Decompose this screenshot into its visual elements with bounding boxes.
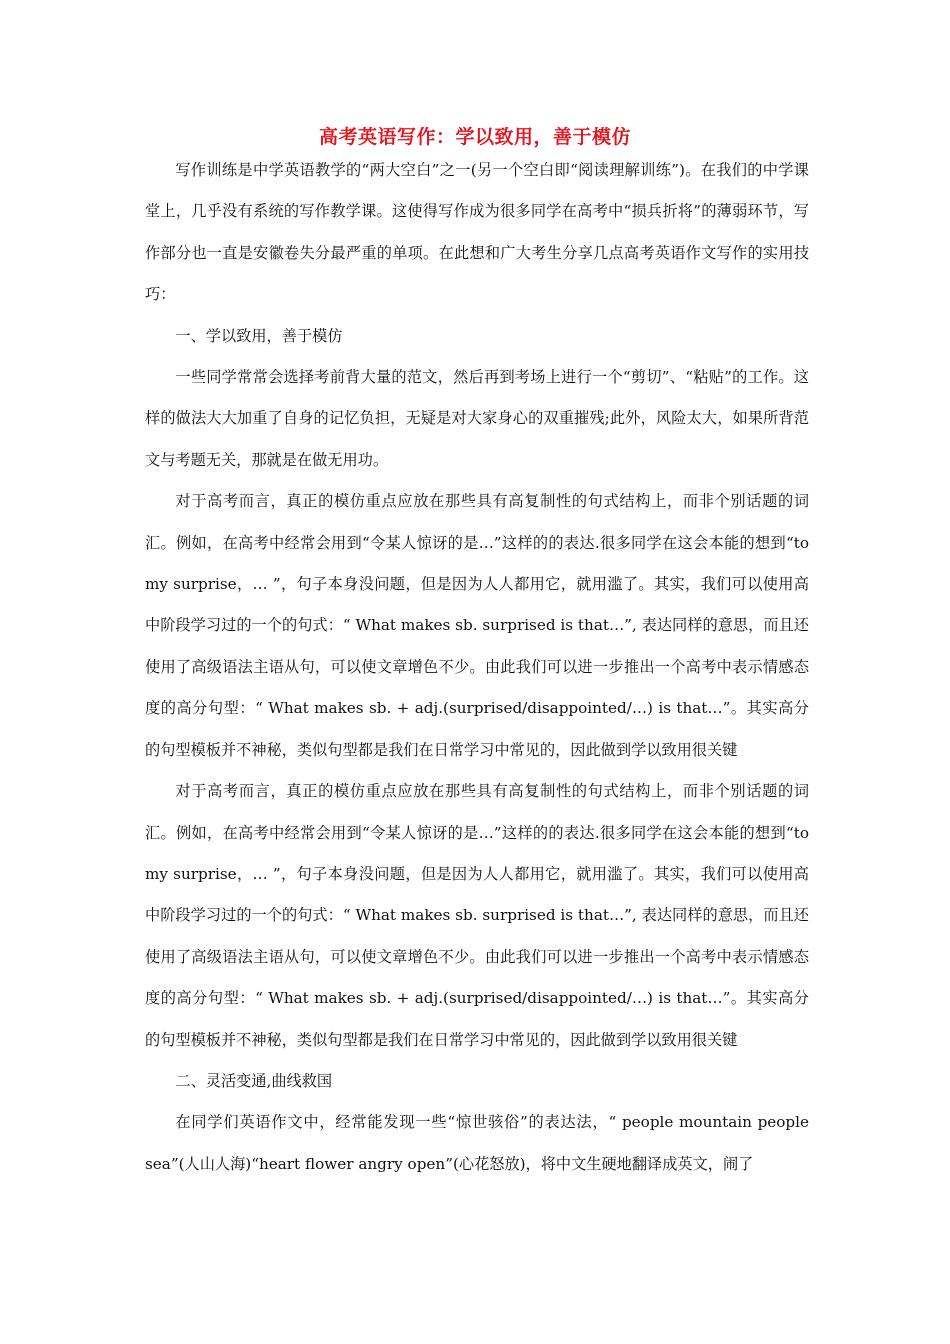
section-1-heading: 一、学以致用，善于模仿 bbox=[175, 326, 343, 345]
section-1-paragraph-1: 一些同学常常会选择考前背大量的范文，然后再到考场上进行一个“剪切”、“粘贴”的工作。这样的做法大大加重了自身的记忆负担，无疑是对大家身心的双重摧残;此外，风险太大，如果所背范文与考题无关，那就是在做无用功。 bbox=[145, 368, 809, 469]
section-1-paragraph-3: 对于高考而言，真正的模仿重点应放在那些具有高复制性的句式结构上，而非个别话题的词汇。例如，在高考中经常会用到“令某人惊讶的是…”这样的的表达.很多同学在这会本能的想到“to my surprise，… ”，句子本身没问题，但是因为人人都用它，就用滥了。其实，我们可以使用高中阶段学习过的一个的句式：“ What makes sb. surprised is that…”, 表达同样的意思，而且还使用了高级语法主语从句，可以使文章增色不少。由此我们可以进一步推出一个高考中表示情感态度的高分句型：“ What makes sb. + adj.(surprised/disappointed/…) is that…”。其实高分的句型模板并不神秘，类似句型都是我们在日常学习中常见的，因此做到学以致用很关键 bbox=[145, 782, 809, 1049]
section-2-heading: 二、灵活变通,曲线救国 bbox=[175, 1071, 333, 1090]
intro-paragraph: 写作训练是中学英语教学的“两大空白”之一(另一个空白即“阅读理解训练”)。在我们的中学课堂上，几乎没有系统的写作教学课。这使得写作成为很多同学在高考中“损兵折将”的薄弱环节，写作部分也一直是安徽卷失分最严重的单项。在此想和广大考生分享几点高考英语作文写作的实用技巧： bbox=[145, 161, 809, 304]
section-1-paragraph-2: 对于高考而言，真正的模仿重点应放在那些具有高复制性的句式结构上，而非个别话题的词汇。例如，在高考中经常会用到“令某人惊讶的是…”这样的的表达.很多同学在这会本能的想到“to my surprise，… ”，句子本身没问题，但是因为人人都用它，就用滥了。其实，我们可以使用高中阶段学习过的一个的句式：“ What makes sb. surprised is that…”, 表达同样的意思，而且还使用了高级语法主语从句，可以使文章增色不少。由此我们可以进一步推出一个高考中表示情感态度的高分句型：“ What makes sb. + adj.(surprised/disappointed/…) is that…”。其实高分的句型模板并不神秘，类似句型都是我们在日常学习中常见的，因此做到学以致用很关键 bbox=[145, 492, 809, 759]
document-body bbox=[145, 150, 809, 1185]
section-2-paragraph-1: 在同学们英语作文中，经常能发现一些“惊世骇俗”的表达法，“ people mountain people sea”(人山人海)“heart flower angry open”(心花怒放)，将中文生硬地翻译成英文，闹了 bbox=[145, 1113, 809, 1173]
document-title: 高考英语写作：学以致用，善于模仿 bbox=[318, 126, 631, 148]
